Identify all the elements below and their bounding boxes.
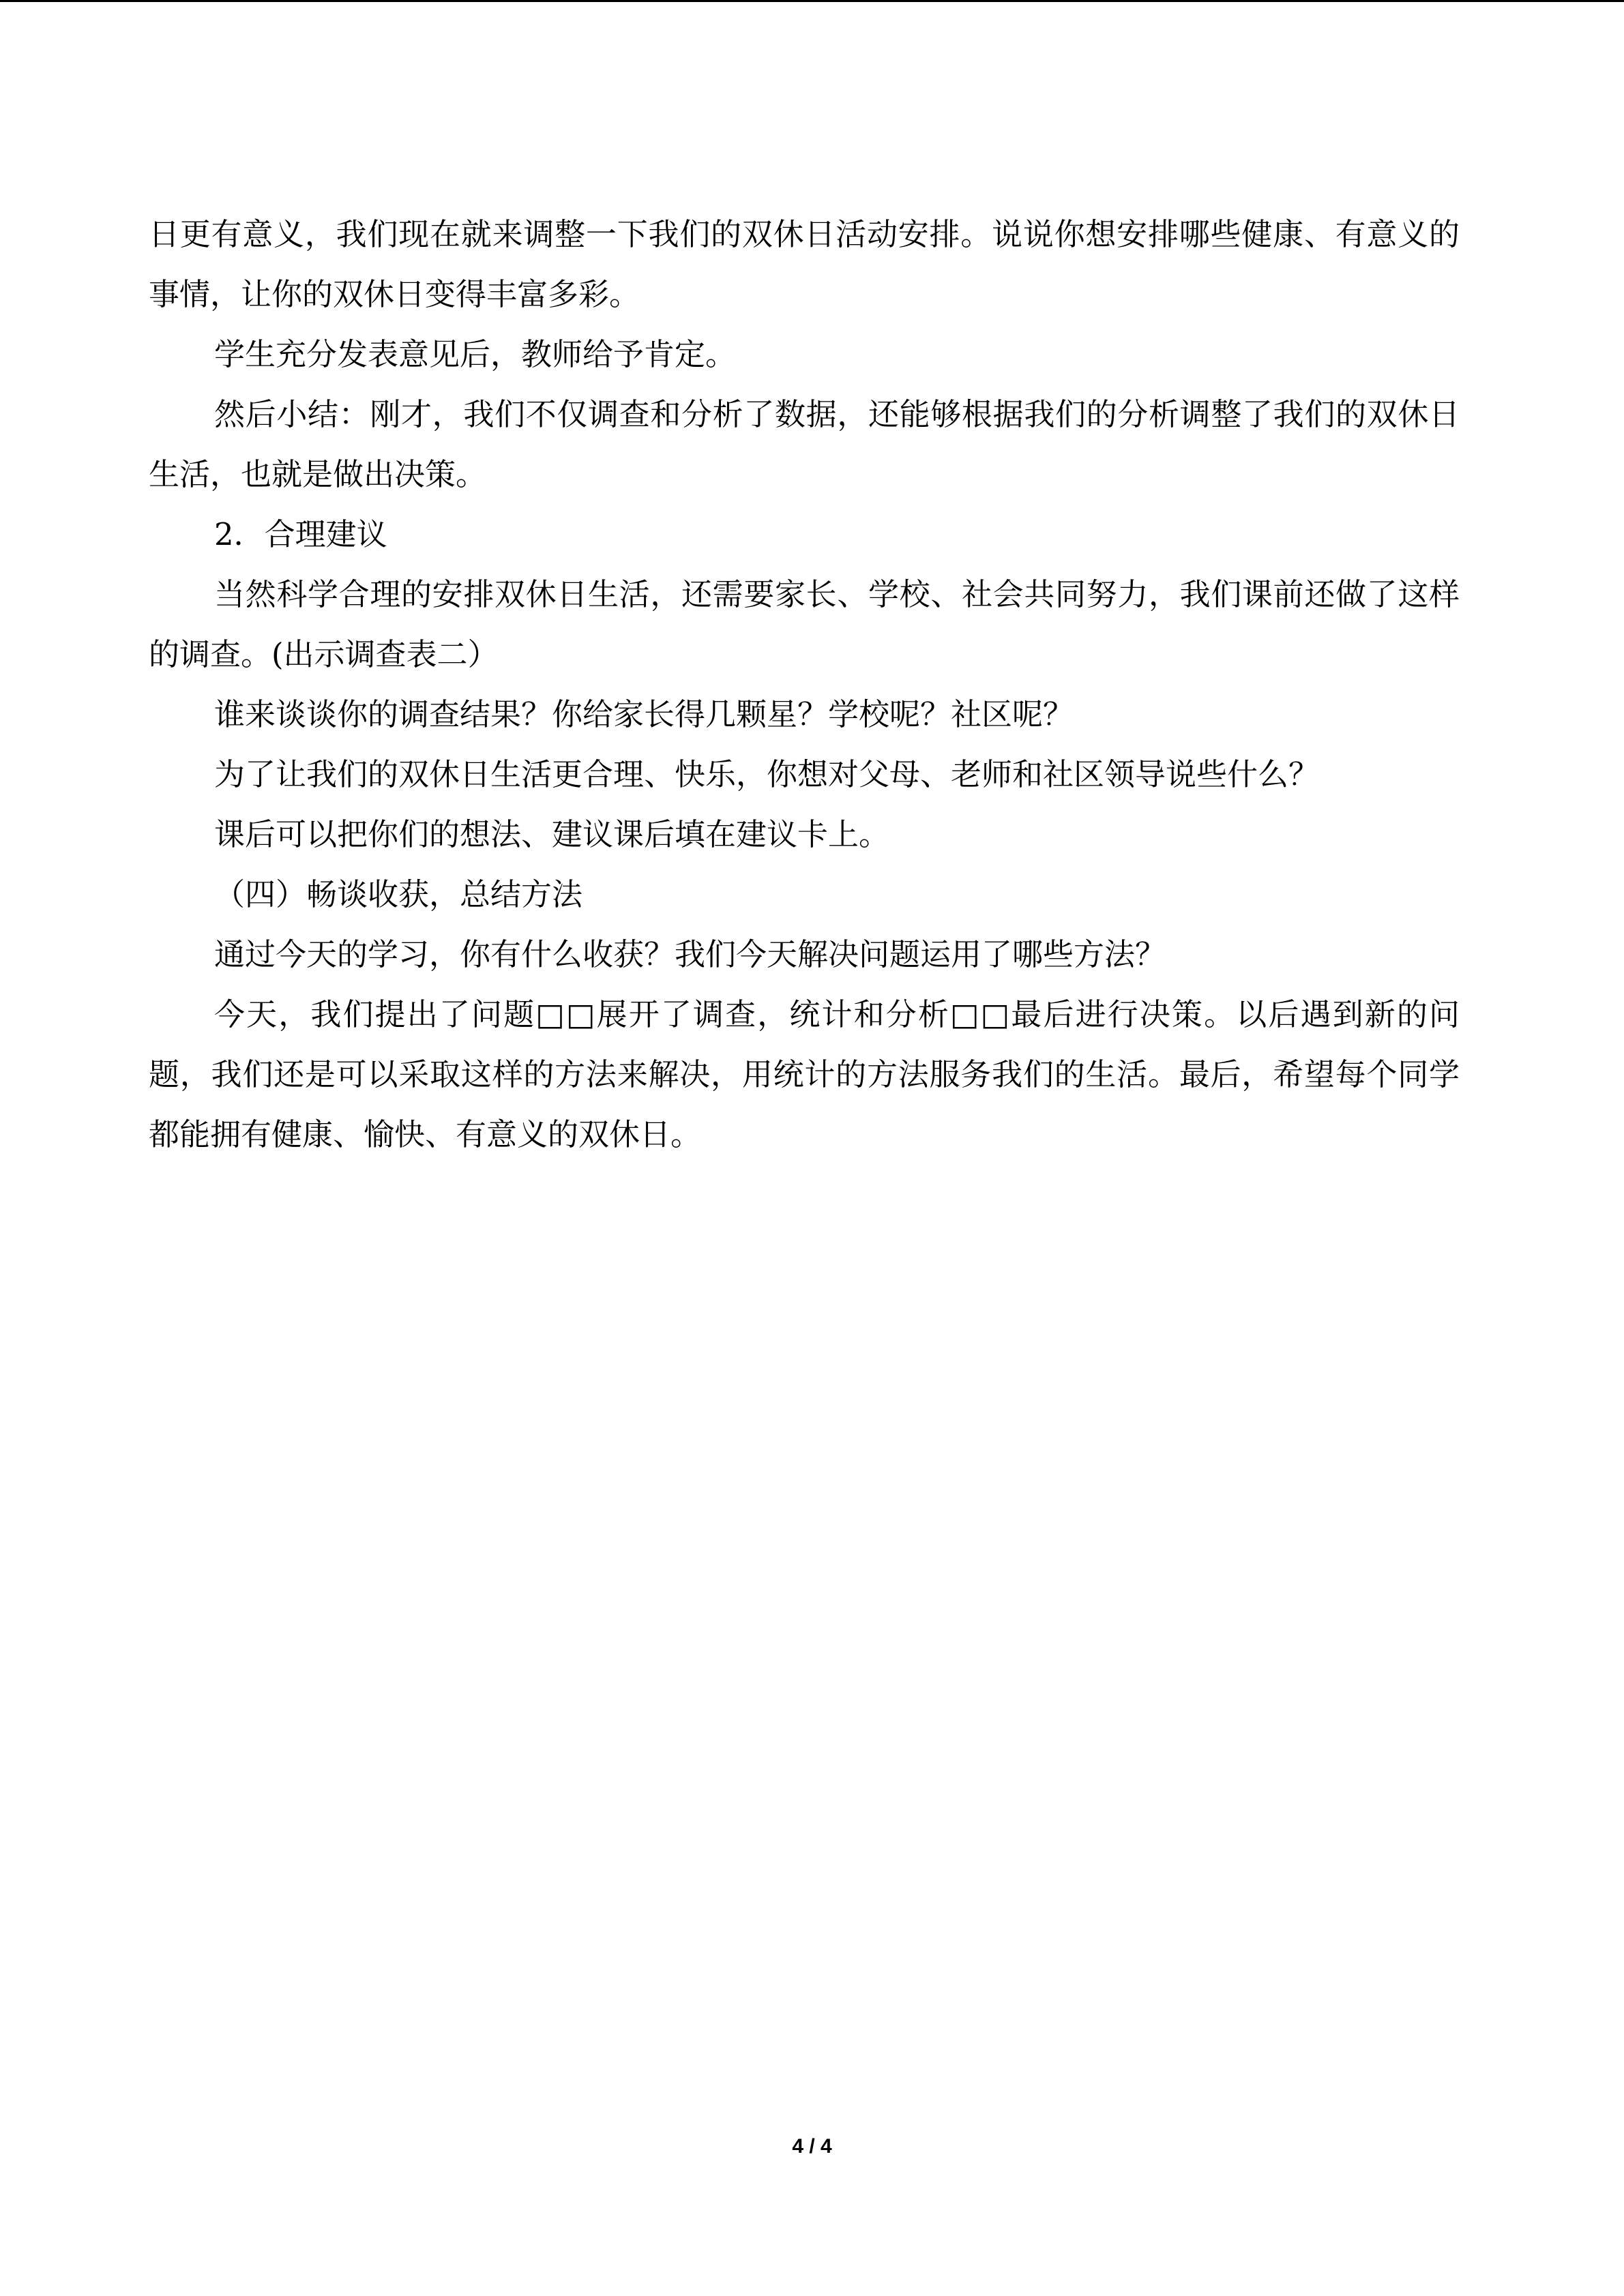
top-border-line bbox=[0, 0, 1624, 2]
page-number: 4 / 4 bbox=[792, 2135, 832, 2158]
paragraph: 课后可以把你们的想法、建议课后填在建议卡上。 bbox=[214, 816, 890, 852]
paragraph: 为了让我们的双休日生活更合理、快乐，你想对父母、老师和社区领导说些什么？ bbox=[214, 756, 1320, 792]
document-body bbox=[149, 205, 1460, 1165]
paragraph: 日更有意义，我们现在就来调整一下我们的双休日活动安排。说说你想安排哪些健康、有意义的事情，让你的双休日变得丰富多彩。 bbox=[149, 216, 1460, 312]
paragraph: 谁来谈谈你的调查结果？你给家长得几颗星？学校呢？社区呢？ bbox=[214, 696, 1074, 732]
paragraph: 学生充分发表意见后，教师给予肯定。 bbox=[214, 336, 737, 372]
paragraph: 通过今天的学习，你有什么收获？我们今天解决问题运用了哪些方法？ bbox=[214, 936, 1166, 972]
paragraph: 然后小结：刚才，我们不仅调查和分析了数据，还能够根据我们的分析调整了我们的双休日生活，也就是做出决策。 bbox=[149, 396, 1460, 492]
paragraph: 今天，我们提出了问题□□展开了调查，统计和分析□□最后进行决策。以后遇到新的问题，我们还是可以采取这样的方法来解决，用统计的方法服务我们的生活。最后，希望每个同学都能拥有健康、愉快、有意义的双休日。 bbox=[149, 996, 1460, 1152]
section-heading: （四）畅谈收获，总结方法 bbox=[214, 876, 583, 912]
section-heading: 2．合理建议 bbox=[214, 516, 387, 552]
paragraph: 当然科学合理的安排双休日生活，还需要家长、学校、社会共同努力，我们课前还做了这样的调查。(出示调查表二） bbox=[149, 576, 1460, 672]
